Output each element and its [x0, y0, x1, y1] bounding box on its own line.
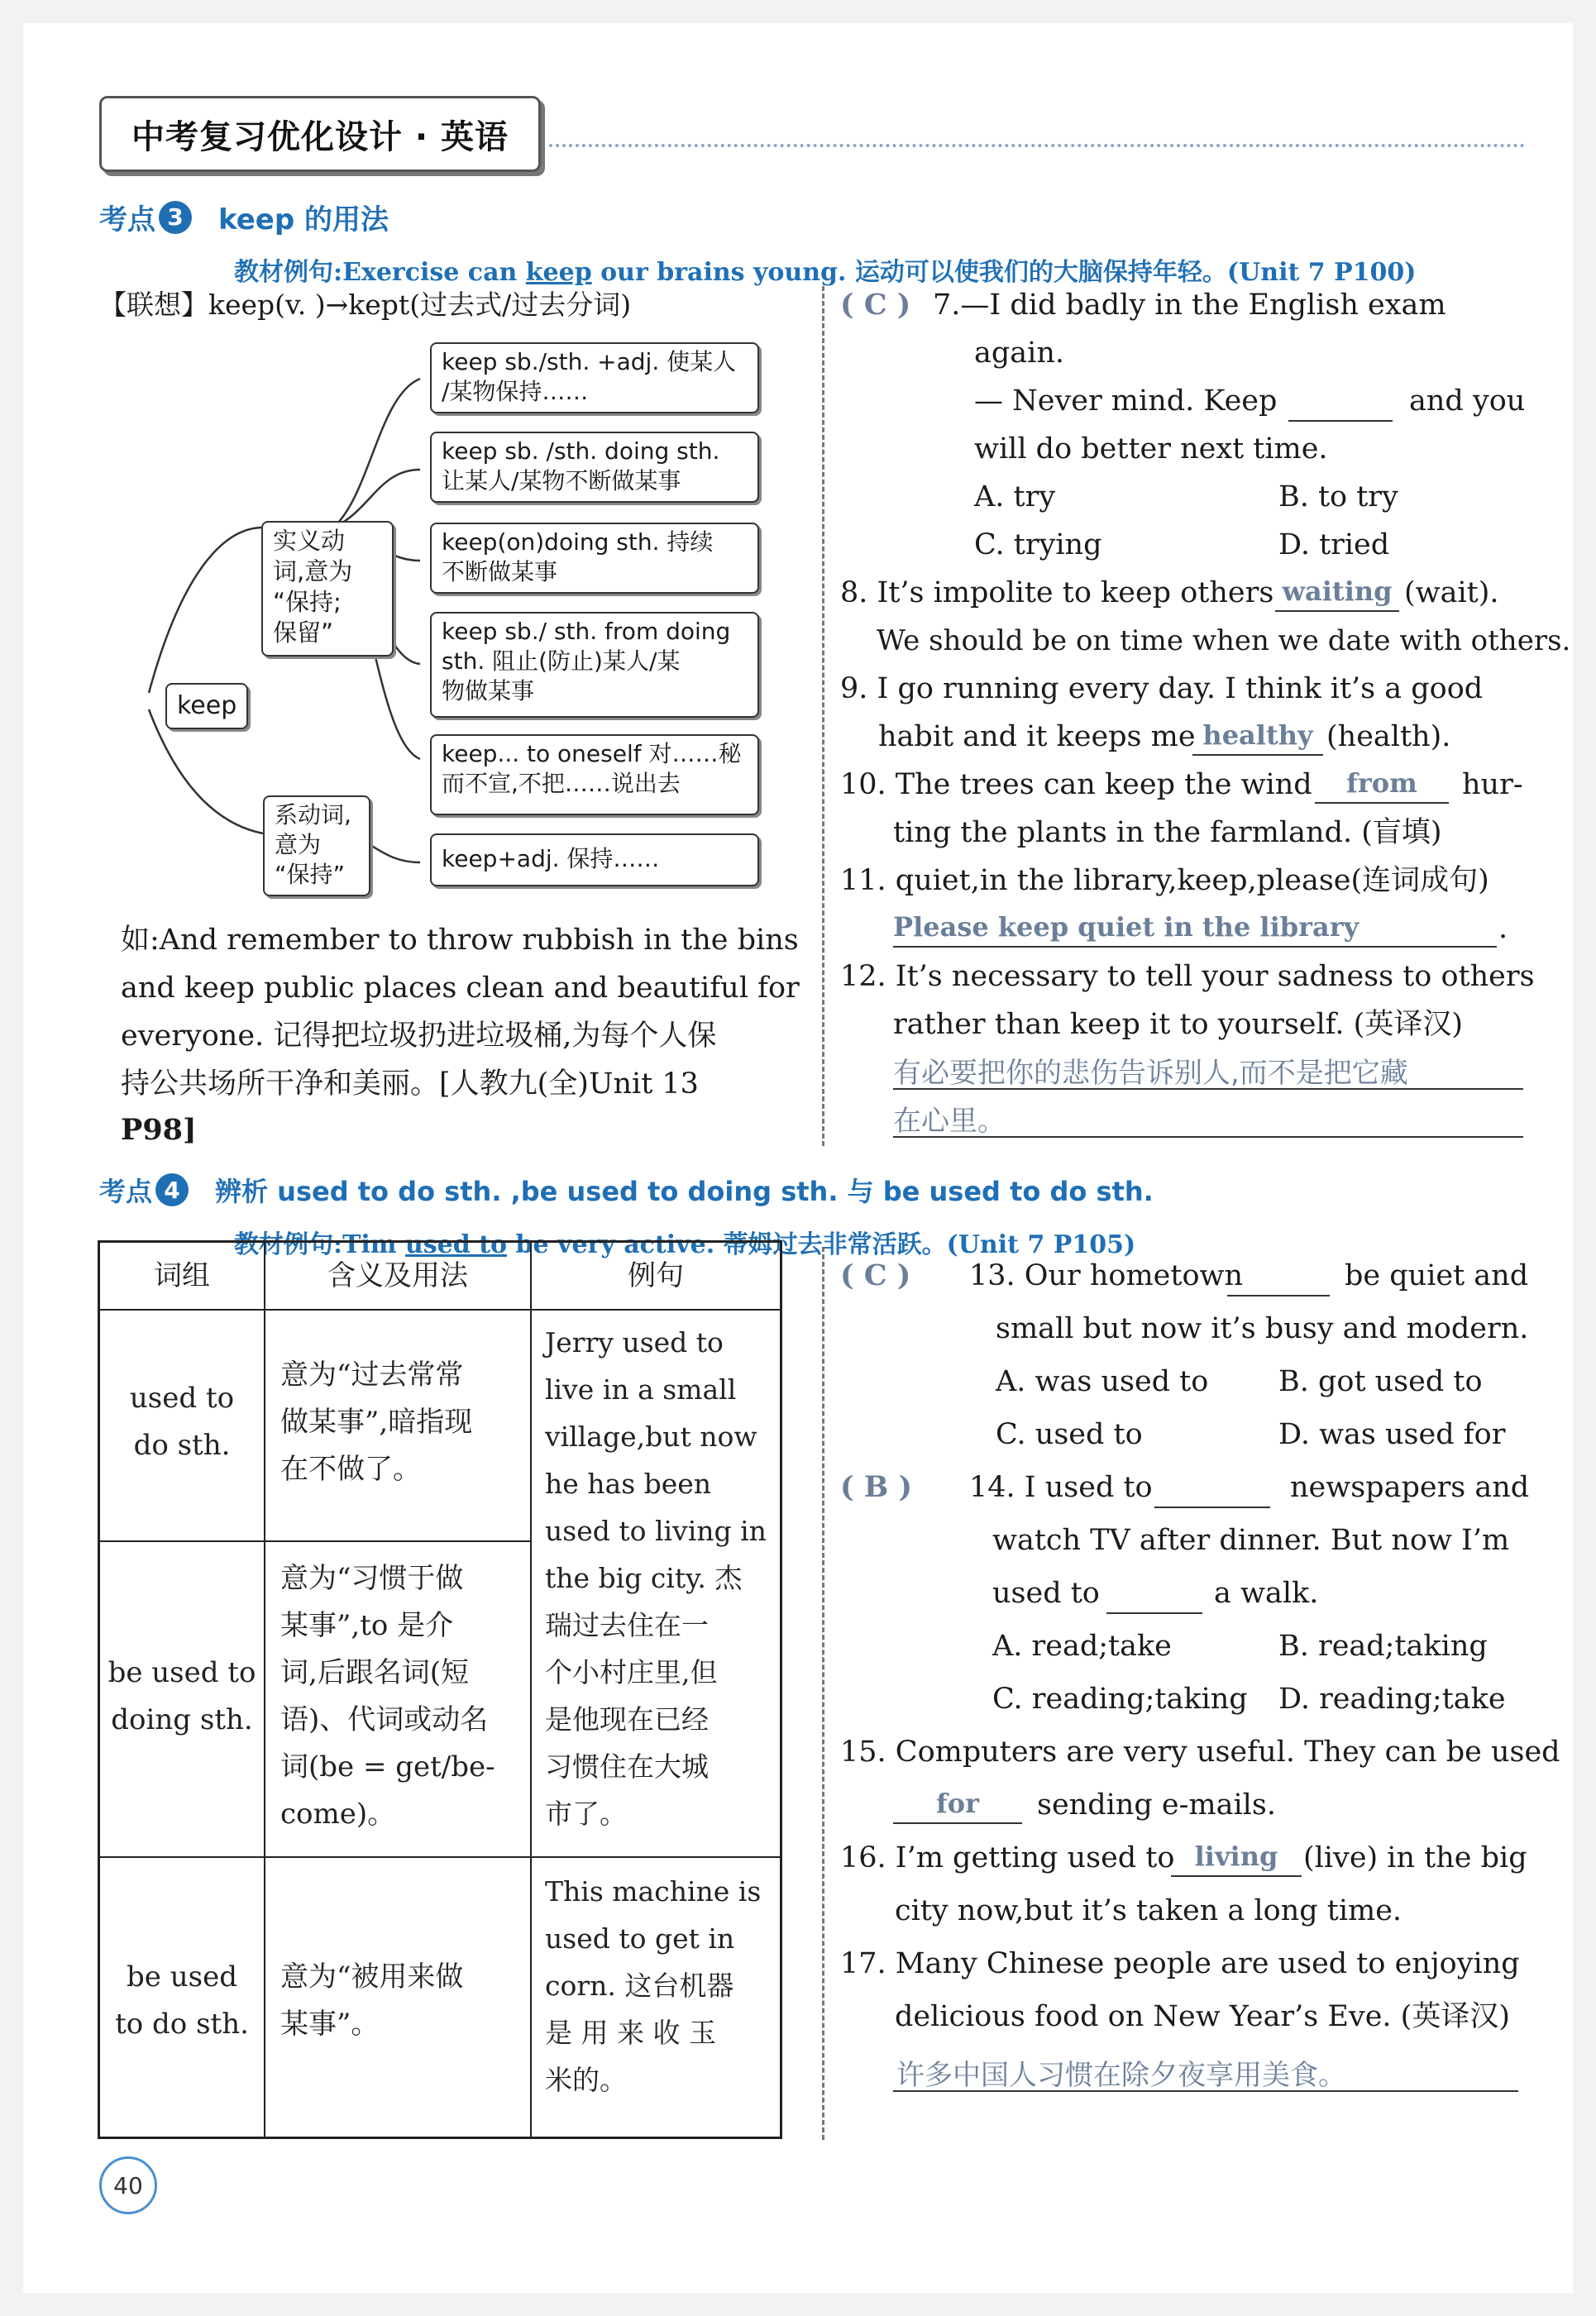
q12-line-2: rather than keep it to yourself. (英译汉) — [893, 1008, 1463, 1041]
table-row-line-1 — [100, 1540, 532, 1542]
q13-option-c: C. used to — [996, 1418, 1143, 1451]
q13-blank[interactable] — [1227, 1295, 1330, 1296]
q13-paren: ( C ) — [840, 1258, 911, 1292]
section-3-number-badge: 3 — [159, 201, 192, 234]
q8-line-1b: (wait). — [1404, 576, 1499, 609]
q9-line-1: 9. I go running every day. I think it’s a good — [840, 672, 1484, 705]
q8-answer: waiting — [1282, 575, 1393, 607]
example-2-cell: This machine is used to get in corn. 这台机器 是 用 来 收 玉 米的。 — [545, 1875, 762, 2096]
q14-paren: ( B ) — [840, 1470, 913, 1504]
example-line-4: 持公共场所干净和美丽。[人教九(全)Unit 13 — [121, 1067, 699, 1101]
q8-line-1a: 8. It’s impolite to keep others — [840, 576, 1274, 609]
q7-line-3b: and you — [1409, 384, 1526, 418]
row3-meaning: 意为“被用来做 某事”。 — [280, 1960, 464, 2041]
q13-option-b: B. got used to — [1278, 1365, 1483, 1398]
q17-line-1: 17. Many Chinese people are used to enjoying — [840, 1947, 1520, 1980]
q10-blank — [1315, 802, 1449, 804]
q15-blank — [893, 1822, 1022, 1824]
q7-option-a: A. try — [974, 480, 1056, 513]
q11-line-1: 11. quiet,in the library,keep,please(连词成句) — [840, 864, 1489, 897]
q12-answer-rule-1 — [893, 1088, 1523, 1090]
q13-line-1a: 13. Our hometown — [969, 1259, 1244, 1292]
q10-answer: from — [1346, 767, 1417, 799]
section-4-tag: 考点 — [99, 1176, 153, 1207]
q17-answer-rule — [893, 2090, 1518, 2092]
mindmap-leaf-1: keep sb./sth. +adj. 使某人 /某物保持…… — [430, 342, 759, 413]
mindmap-leaf-3: keep(on)doing sth. 持续 不断做某事 — [430, 523, 759, 594]
q13-line-2: small but now it’s busy and modern. — [996, 1312, 1529, 1345]
q9-answer: healthy — [1202, 719, 1313, 751]
q10-line-1b: hur- — [1462, 768, 1523, 801]
q7-line-4: will do better next time. — [974, 432, 1328, 466]
row3-phrase: be used to do sth. — [115, 1960, 249, 2041]
header-dotted-rule — [549, 144, 1525, 147]
section-3-example: 教材例句:Exercise can keep our brains young. 运动可以使我们的大脑保持年轻。(Unit 7 P100) — [234, 258, 1417, 287]
q13-option-a: A. was used to — [996, 1365, 1209, 1398]
q11-answer: Please keep quiet in the library — [893, 911, 1359, 943]
q16-line-2: city now,but it’s taken a long time. — [895, 1894, 1402, 1927]
q7-paren: ( C ) — [840, 288, 911, 322]
table-row-line-2 — [100, 1856, 780, 1858]
q15-line-1: 15. Computers are very useful. They can be used — [840, 1736, 1560, 1769]
row2-phrase: be used to doing sth. — [108, 1656, 256, 1736]
table-header-phrase: 词组 — [154, 1259, 210, 1292]
example-1-cell: Jerry used to live in a small village,but now he has been used to living in the big city. 杰 瑞过去住在一 个小村庄里,但 是他现在已经 习惯住在大城 市了。 — [545, 1326, 767, 1830]
table-header-example: 例句 — [628, 1259, 684, 1292]
section-4-example: 教材例句:Tim used to be very active. 蒂姆过去非常活跃。(Unit 7 P105) — [234, 1230, 1136, 1259]
row2-meaning: 意为“习惯于做 某事”,to 是介 词,后跟名词(短 语)、代词或动名 词(be = get/be- come)。 — [280, 1562, 495, 1831]
row1-phrase: used to do sth. — [129, 1382, 235, 1462]
q11-blank — [893, 946, 1497, 948]
page-header-title: 中考复习优化设计 · 英语 — [99, 96, 541, 172]
example-line-5: P98] — [121, 1113, 197, 1147]
section-3-heading — [99, 197, 389, 237]
q16-answer: living — [1194, 1841, 1278, 1872]
example-line-3: everyone. 记得把垃圾扔进垃圾桶,为每个人保 — [121, 1020, 717, 1053]
q15-line-2: sending e-mails. — [1037, 1788, 1276, 1822]
q12-line-1: 12. It’s necessary to tell your sadness to others — [840, 960, 1535, 993]
mindmap-root-keep: keep — [165, 683, 248, 729]
mindmap-leaf-6: keep+adj. 保持…… — [430, 833, 759, 886]
q14-option-b: B. read;taking — [1278, 1630, 1488, 1663]
q12-answer-rule-2 — [893, 1136, 1523, 1138]
table-header-meaning: 含义及用法 — [327, 1259, 468, 1292]
q7-option-d: D. tried — [1278, 528, 1390, 561]
section-4-number-badge: 4 — [155, 1173, 189, 1206]
q14-line-2: watch TV after dinner. But now I’m — [992, 1524, 1510, 1557]
column-divider-top — [822, 286, 824, 1146]
q14-option-c: C. reading;taking — [992, 1683, 1248, 1716]
q14-blank-1[interactable] — [1154, 1507, 1270, 1508]
q7-line-1: 7.—I did badly in the English exam — [933, 289, 1446, 322]
section-4-heading — [99, 1171, 1154, 1209]
q10-line-1a: 10. The trees can keep the wind — [840, 768, 1312, 801]
q16-line-1a: 16. I’m getting used to — [840, 1841, 1175, 1874]
q15-answer: for — [936, 1788, 979, 1819]
q14-line-1a: 14. I used to — [969, 1471, 1153, 1504]
mindmap-branch-linking-verb: 系动词, 意为 “保持” — [263, 795, 370, 896]
table-col-line-1 — [264, 1243, 265, 2137]
q16-line-1b: (live) in the big — [1303, 1841, 1527, 1874]
q8-line-2: We should be on time when we date with others. — [877, 624, 1571, 657]
section-3-title: keep 的用法 — [218, 203, 389, 236]
q11-period: . — [1498, 912, 1508, 945]
q9-line-2a: habit and it keeps me — [878, 720, 1196, 753]
q12-answer-line-1: 有必要把你的悲伤告诉别人,而不是把它藏 — [893, 1057, 1408, 1090]
table-col-line-2 — [530, 1243, 532, 2137]
q14-line-3a: used to — [992, 1577, 1100, 1610]
mindmap-leaf-5: keep... to oneself 对……秘 而不宣,不把……说出去 — [430, 734, 759, 815]
q10-line-2: ting the plants in the farmland. (盲填) — [893, 816, 1442, 849]
column-divider-bottom — [822, 1247, 824, 2140]
example-line-2: and keep public places clean and beautiful for — [121, 972, 800, 1005]
q7-line-2: again. — [974, 337, 1064, 370]
section-3-tag: 考点 — [99, 203, 155, 236]
mindmap-leaf-2: keep sb. /sth. doing sth. 让某人/某物不断做某事 — [430, 432, 759, 503]
q7-line-3a: — Never mind. Keep — [974, 384, 1278, 418]
page-number: 40 — [99, 2156, 157, 2214]
usage-table — [98, 1240, 782, 2139]
q14-option-d: D. reading;take — [1278, 1683, 1506, 1716]
example-line-1: 如:And remember to throw rubbish in the bins — [121, 924, 799, 957]
q17-answer: 许多中国人习惯在除夕夜享用美食。 — [896, 2059, 1346, 2092]
mindmap-branch-verb: 实义动 词,意为 “保持; 保留” — [261, 521, 394, 657]
q17-line-2: delicious food on New Year’s Eve. (英译汉) — [895, 2000, 1510, 2033]
textbook-page — [23, 23, 1573, 2293]
q9-blank — [1192, 754, 1323, 756]
q13-option-d: D. was used for — [1278, 1418, 1506, 1451]
q14-line-3b: a walk. — [1214, 1577, 1319, 1610]
q13-line-1b: be quiet and — [1345, 1259, 1529, 1292]
q7-blank[interactable] — [1288, 420, 1393, 422]
q14-blank-2[interactable] — [1106, 1612, 1202, 1614]
section-4-title: 辨析 used to do sth. ,be used to doing sth. 与 be used to do sth. — [215, 1176, 1154, 1207]
table-header-line — [100, 1309, 780, 1311]
q12-answer-line-2: 在心里。 — [893, 1105, 1006, 1138]
mindmap-leaf-4: keep sb./ sth. from doing sth. 阻止(防止)某人/某 物做某事 — [430, 612, 759, 718]
q14-option-a: A. read;take — [992, 1630, 1172, 1663]
q7-option-c: C. trying — [974, 528, 1102, 561]
q9-line-2b: (health). — [1326, 720, 1451, 753]
q14-line-1b: newspapers and — [1290, 1471, 1530, 1504]
q16-blank — [1171, 1875, 1302, 1877]
association-line: 【联想】keep(v. )→kept(过去式/过去分词) — [99, 289, 632, 321]
q8-blank — [1275, 610, 1399, 612]
row1-meaning: 意为“过去常常 做某事”,暗指现 在不做了。 — [280, 1359, 473, 1486]
q7-option-b: B. to try — [1278, 480, 1398, 513]
